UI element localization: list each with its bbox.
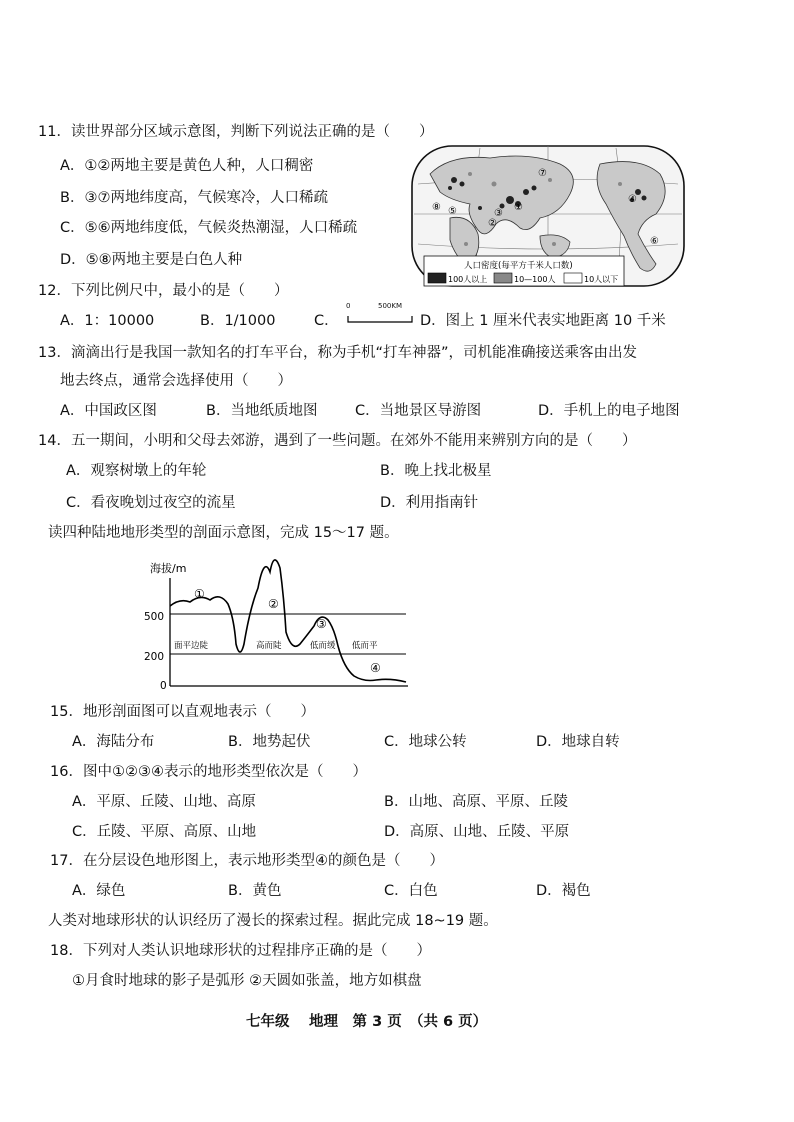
q15-option-b: B．地势起伏	[228, 734, 311, 750]
legend-swatch-mid	[494, 273, 512, 283]
legend-title: 人口密度(每平方千米人口数)	[464, 261, 573, 271]
q14-option-a: A．观察树墩上的年轮	[66, 463, 207, 479]
legend-mid-label: 10—100人	[514, 275, 556, 284]
q13-stem-line1: 13．滴滴出行是我国一款知名的打车平台，称为手机“打车神器”，司机能准确接送乘客由出发	[38, 345, 637, 361]
q15-option-a: A．海陆分布	[72, 734, 155, 750]
map-marker-6: ⑥	[650, 236, 659, 247]
profile-marker-3: ③	[316, 617, 327, 631]
q16-stem: 16．图中①②③④表示的地形类型依次是（ ）	[50, 764, 367, 780]
page-footer: 七年级 地理 第 3 页 （共 6 页）	[246, 1014, 488, 1030]
map-marker-5: ⑤	[448, 206, 457, 217]
intro-18-19: 人类对地球形状的认识经历了漫长的探索过程。据此完成 18~19 题。	[48, 913, 498, 929]
q16-option-d: D．高原、山地、丘陵、平原	[384, 824, 570, 840]
q17-option-d: D．褐色	[536, 883, 591, 899]
intro-15-17: 读四种陆地地形类型的剖面示意图，完成 15～17 题。	[48, 525, 399, 541]
q17-option-b: B．黄色	[228, 883, 282, 899]
profile-label-1: 面平边陡	[174, 641, 209, 651]
profile-marker-1: ①	[194, 587, 205, 601]
profile-label-3: 低而缓	[310, 641, 336, 651]
q12-line-scale	[346, 304, 416, 328]
q14-stem: 14．五一期间，小明和父母去郊游，遇到了一些问题。在郊外不能用来辨别方向的是（ ）	[38, 433, 637, 449]
q12-option-b: B．1/1000	[200, 313, 276, 329]
scale-bar-line	[346, 304, 416, 328]
map-marker-1: ①	[514, 202, 523, 213]
q17-option-c: C．白色	[384, 883, 438, 899]
q11-option-d: D．⑤⑧两地主要是白色人种	[60, 252, 243, 268]
q11-option-a: A．①②两地主要是黄色人种，人口稠密	[60, 158, 314, 174]
profile-marker-2: ②	[268, 597, 279, 611]
q11-option-c: C．⑤⑥两地纬度低，气候炎热潮湿，人口稀疏	[60, 220, 358, 236]
map-marker-2: ②	[488, 218, 497, 229]
legend-swatch-high	[428, 273, 446, 283]
legend-swatch-low	[564, 273, 582, 283]
q16-option-b: B．山地、高原、平原、丘陵	[384, 794, 568, 810]
q15-stem: 15．地形剖面图可以直观地表示（ ）	[50, 704, 315, 720]
q13-option-a: A．中国政区图	[60, 403, 157, 419]
q12-option-a: A．1：10000	[60, 313, 155, 329]
q15-option-d: D．地球自转	[536, 734, 620, 750]
terrain-profile-diagram	[140, 548, 410, 694]
profile-tick-200: 200	[144, 651, 165, 663]
legend-high-label: 100人以上	[448, 275, 488, 284]
profile-label-4: 低而平	[352, 641, 378, 651]
q16-option-a: A．平原、丘陵、山地、高原	[72, 794, 256, 810]
map-marker-3: ③	[494, 208, 503, 219]
scale-km-label: 500KM	[378, 302, 402, 310]
map-marker-7: ⑦	[538, 168, 547, 179]
scale-zero-label: 0	[346, 302, 351, 310]
q12-stem: 12．下列比例尺中，最小的是（ ）	[38, 283, 289, 299]
q13-option-c: C．当地景区导游图	[355, 403, 482, 419]
q18-items: ①月食时地球的影子是弧形 ②天圆如张盖，地方如棋盘	[72, 973, 422, 989]
world-population-map	[410, 144, 686, 288]
q12-option-d: D．图上 1 厘米代表实地距离 10 千米	[420, 313, 666, 329]
q17-option-a: A．绿色	[72, 883, 126, 899]
q16-option-c: C．丘陵、平原、高原、山地	[72, 824, 257, 840]
q14-option-c: C．看夜晚划过夜空的流星	[66, 495, 236, 511]
map-marker-4: ④	[628, 194, 637, 205]
profile-marker-4: ④	[370, 661, 381, 675]
legend-low-label: 10人以下	[584, 275, 619, 284]
q14-option-d: D．利用指南针	[380, 495, 479, 511]
q17-stem: 17．在分层设色地形图上，表示地形类型④的颜色是（ ）	[50, 853, 444, 869]
q11-stem: 11．读世界部分区域示意图，判断下列说法正确的是（ ）	[38, 124, 434, 140]
q12-option-c: C．	[314, 313, 339, 329]
profile-ylabel: 海拔/m	[150, 562, 187, 575]
q13-option-d: D．手机上的电子地图	[538, 403, 680, 419]
q11-option-b: B．③⑦两地纬度高，气候寒冷，人口稀疏	[60, 190, 328, 206]
profile-tick-500: 500	[144, 611, 165, 623]
q15-option-c: C．地球公转	[384, 734, 467, 750]
profile-tick-0: 0	[160, 680, 167, 692]
q13-option-b: B．当地纸质地图	[206, 403, 318, 419]
profile-label-2: 高而陡	[256, 641, 282, 651]
q13-stem-line2: 地去终点，通常会选择使用（ ）	[60, 373, 292, 389]
q14-option-b: B．晚上找北极星	[380, 463, 492, 479]
q18-stem: 18．下列对人类认识地球形状的过程排序正确的是（ ）	[50, 943, 431, 959]
map-marker-8: ⑧	[432, 202, 441, 213]
